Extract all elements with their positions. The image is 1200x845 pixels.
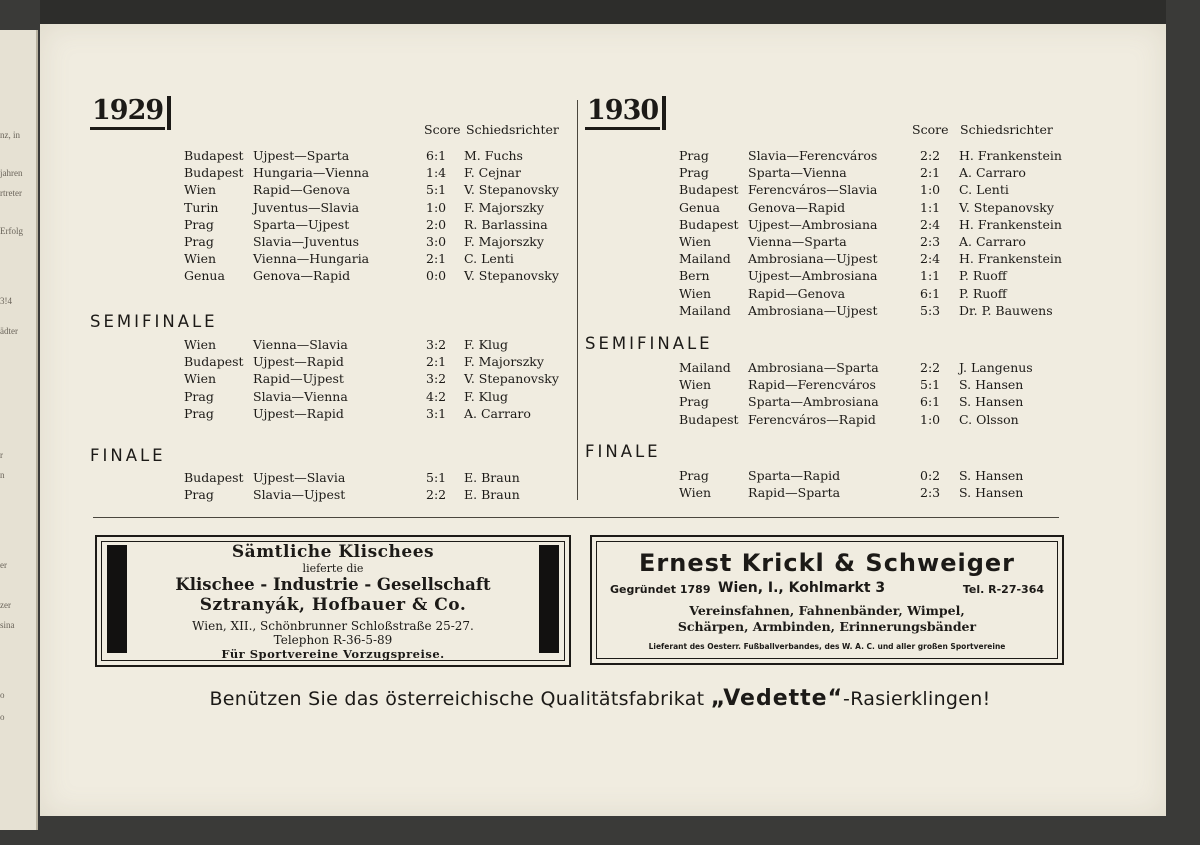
cell-ref: A. Carraro [959, 165, 1026, 181]
cell-city: Turin [184, 199, 219, 215]
left-page-text-fragment: sina [0, 620, 15, 630]
cell-match: Ujpest—Slavia [253, 470, 346, 485]
cell-city: Prag [184, 216, 214, 232]
cell-city: Prag [679, 165, 709, 181]
cell-ref: S. Hansen [959, 377, 1024, 393]
advert-phone: Telephon R-36-5-89 [273, 633, 393, 647]
cell-ref: E. Braun [464, 487, 520, 503]
cell-score: 2:2 [920, 360, 941, 375]
cell-city: Genua [679, 199, 720, 215]
cell-score: 2:4 [920, 216, 941, 232]
top-dark-strip [40, 0, 1166, 24]
cell-score: 3:1 [426, 405, 447, 421]
advert-address: Wien, XII., Schönbrunner Schloßstraße 25-27. [192, 619, 474, 633]
cell-ref: F. Klug [464, 388, 509, 404]
left-page-text-fragment: 3!4 [0, 296, 12, 306]
cell-city: Prag [679, 468, 709, 483]
advert-company: Klischee - Industrie - Gesellschaft [175, 575, 491, 594]
left-page-text-fragment: n [0, 470, 5, 480]
cell-match: Genova—Rapid [253, 268, 351, 284]
cell-match: Ujpest—Rapid [253, 405, 344, 421]
score-header: Score [912, 122, 949, 137]
cell-city: Budapest [184, 354, 244, 370]
advert-firm-name: Sztranyák, Hofbauer & Co. [199, 595, 467, 615]
cell-match: Hungaria—Vienna [253, 165, 370, 181]
cell-score: 1:1 [920, 268, 941, 284]
cell-match: Ambrosiana—Ujpest [748, 251, 878, 267]
year-heading-1930 [585, 96, 666, 130]
cell-score: 2:3 [920, 485, 941, 501]
cell-ref: P. Ruoff [959, 285, 1007, 301]
cell-score: 1:4 [426, 165, 447, 181]
cell-score: 2:2 [920, 148, 941, 163]
advert-subline: lieferte die [302, 562, 364, 575]
cell-city: Mailand [679, 302, 731, 318]
cell-city: Wien [184, 371, 217, 387]
cell-score: 0:2 [920, 468, 941, 483]
cell-score: 2:0 [426, 216, 447, 232]
cell-ref: S. Hansen [959, 468, 1024, 483]
cell-match: Rapid—Ujpest [253, 371, 344, 387]
cell-score: 5:1 [426, 182, 447, 198]
cell-city: Budapest [679, 411, 739, 427]
cell-match: Vienna—Slavia [253, 337, 348, 352]
left-page-text-fragment: nz, in [0, 130, 20, 140]
cell-score: 3:0 [426, 234, 447, 249]
cell-match: Rapid—Genova [253, 182, 351, 198]
cell-match: Genova—Rapid [748, 199, 846, 215]
horizontal-rule [93, 517, 1059, 518]
cell-ref: C. Lenti [959, 182, 1009, 198]
year-bar [662, 96, 666, 130]
cell-city: Wien [679, 234, 712, 249]
cell-score: 2:2 [426, 487, 447, 503]
cell-score: 2:1 [426, 354, 447, 370]
cell-score: 4:2 [426, 388, 447, 404]
cell-ref: P. Ruoff [959, 268, 1007, 284]
cell-score: 6:1 [920, 285, 941, 301]
cell-ref: H. Frankenstein [959, 251, 1062, 267]
cell-city: Budapest [184, 148, 244, 163]
cell-city: Prag [184, 487, 214, 503]
semifinal-heading: SEMIFINALE [585, 334, 713, 353]
cell-city: Bern [679, 268, 710, 284]
advert-products-2: Schärpen, Armbinden, Erinnerungsbänder [677, 619, 977, 634]
cell-score: 2:1 [426, 251, 447, 267]
cell-city: Prag [184, 405, 214, 421]
cell-city: Genua [184, 268, 225, 284]
final-heading: FINALE [90, 446, 166, 465]
cell-match: Sparta—Ambrosiana [748, 394, 879, 410]
left-page-text-fragment: rtreter [0, 188, 22, 198]
advert-products-1: Vereinsfahnen, Fahnenbänder, Wimpel, [689, 603, 965, 618]
left-page-text-fragment: er [0, 560, 7, 570]
slogan-text: Benützen Sie das österreichische Qualitätsfabrikat [209, 688, 711, 710]
cell-score: 1:1 [920, 199, 941, 215]
year-heading-1929 [90, 96, 171, 130]
cell-match: Ambrosiana—Ujpest [748, 302, 878, 318]
score-header: Score [424, 122, 461, 137]
cell-city: Prag [679, 148, 709, 163]
cell-ref: C. Lenti [464, 251, 514, 267]
cell-match: Slavia—Ferencváros [748, 148, 878, 163]
left-page-text-fragment: r [0, 450, 3, 460]
cell-city: Prag [679, 394, 709, 410]
cell-score: 1:0 [920, 182, 941, 198]
advert-founded: Gegründet 1789 [610, 583, 711, 596]
cell-match: Slavia—Vienna [253, 388, 348, 404]
cell-ref: F. Majorszky [464, 354, 544, 370]
cell-city: Budapest [679, 216, 739, 232]
cell-ref: H. Frankenstein [959, 216, 1062, 232]
slogan-brand: „Vedette“ [710, 686, 844, 711]
left-page-text-fragment: jahren [0, 168, 23, 178]
cell-score: 1:0 [920, 411, 941, 427]
left-page-text-fragment: zer [0, 600, 11, 610]
semifinal-heading: SEMIFINALE [90, 312, 218, 331]
cell-ref: F. Cejnar [464, 165, 521, 181]
cell-match: Ujpest—Ambrosiana [748, 216, 878, 232]
cell-ref: Dr. P. Bauwens [959, 302, 1053, 318]
cell-ref: F. Klug [464, 337, 509, 352]
cell-ref: V. Stepanovsky [464, 371, 559, 387]
cell-match: Vienna—Hungaria [253, 251, 370, 267]
cell-score: 0:0 [426, 268, 447, 284]
advert-phone: Tel. R-27-364 [962, 583, 1044, 596]
column-divider [577, 100, 578, 500]
cell-city: Budapest [184, 470, 244, 485]
cell-match: Sparta—Vienna [748, 165, 847, 181]
cell-match: Ambrosiana—Sparta [748, 360, 879, 375]
cell-ref: R. Barlassina [464, 216, 548, 232]
advert-address: Wien, I., Kohlmarkt 3 [718, 580, 886, 596]
cell-score: 2:4 [920, 251, 941, 267]
final-heading: FINALE [585, 442, 661, 461]
cell-match: Vienna—Sparta [748, 234, 847, 249]
cell-ref: V. Stepanovsky [464, 182, 559, 198]
cell-score: 3:2 [426, 337, 447, 352]
year-bar [167, 96, 171, 130]
cell-city: Wien [184, 337, 217, 352]
cell-ref: E. Braun [464, 470, 520, 485]
left-page-text-fragment: Erfolg [0, 226, 23, 236]
left-page-text-fragment: ädter [0, 326, 18, 336]
cell-city: Prag [184, 388, 214, 404]
left-page-text-fragment: o [0, 690, 5, 700]
cell-score: 6:1 [426, 148, 447, 163]
cell-city: Wien [679, 285, 712, 301]
cell-match: Slavia—Ujpest [253, 487, 346, 503]
advert-headline: Sämtliche Klischees [231, 542, 435, 562]
cell-match: Ujpest—Rapid [253, 354, 344, 370]
left-page-text-fragment: o [0, 712, 5, 722]
cell-city: Wien [679, 377, 712, 393]
cell-match: Juventus—Slavia [253, 199, 360, 215]
advert-krickl [590, 535, 1064, 665]
cell-city: Wien [184, 182, 217, 198]
advert-footer: Lieferant des Oesterr. Fußballverbandes, des W. A. C. und aller großen Sportvereine [648, 642, 1006, 651]
slogan-suffix: -Rasierklingen! [843, 688, 991, 710]
cell-match: Ferencváros—Slavia [748, 182, 878, 198]
cell-score: 5:1 [920, 377, 941, 393]
advert-tagline: Für Sportvereine Vorzugspreise. [221, 647, 445, 661]
cell-ref: S. Hansen [959, 485, 1024, 501]
cell-match: Sparta—Rapid [748, 468, 841, 483]
year-number: 1929 [90, 97, 165, 130]
cell-ref: A. Carraro [959, 234, 1026, 249]
cell-score: 2:1 [920, 165, 941, 181]
cell-match: Rapid—Ferencváros [748, 377, 876, 393]
cell-ref: A. Carraro [464, 405, 531, 421]
cell-ref: F. Majorszky [464, 199, 544, 215]
cell-match: Slavia—Juventus [253, 234, 360, 249]
cell-city: Budapest [679, 182, 739, 198]
cell-city: Prag [184, 234, 214, 249]
year-number: 1930 [585, 97, 660, 130]
cell-score: 3:2 [426, 371, 447, 387]
slogan [0, 686, 1200, 711]
cell-match: Rapid—Genova [748, 285, 846, 301]
cell-city: Mailand [679, 360, 731, 375]
cell-ref: S. Hansen [959, 394, 1024, 410]
cell-city: Mailand [679, 251, 731, 267]
cell-match: Ferencváros—Rapid [748, 411, 876, 427]
cell-city: Wien [184, 251, 217, 267]
cell-score: 1:0 [426, 199, 447, 215]
cell-city: Budapest [184, 165, 244, 181]
cell-score: 5:1 [426, 470, 447, 485]
cell-ref: M. Fuchs [464, 148, 523, 163]
cell-ref: F. Majorszky [464, 234, 544, 249]
cell-ref: J. Langenus [959, 360, 1033, 375]
cell-match: Rapid—Sparta [748, 485, 841, 501]
referee-header: Schiedsrichter [466, 122, 559, 137]
cell-score: 6:1 [920, 394, 941, 410]
cell-match: Ujpest—Sparta [253, 148, 350, 163]
cell-match: Sparta—Ujpest [253, 216, 350, 232]
cell-ref: C. Olsson [959, 411, 1019, 427]
advert-klischee [95, 535, 571, 667]
cell-ref: V. Stepanovsky [464, 268, 559, 284]
advert-title: Ernest Krickl & Schweiger [639, 549, 1015, 577]
cell-ref: H. Frankenstein [959, 148, 1062, 163]
cell-score: 5:3 [920, 302, 941, 318]
cell-match: Ujpest—Ambrosiana [748, 268, 878, 284]
cell-score: 2:3 [920, 234, 941, 249]
referee-header: Schiedsrichter [960, 122, 1053, 137]
cell-city: Wien [679, 485, 712, 501]
cell-ref: V. Stepanovsky [959, 199, 1054, 215]
